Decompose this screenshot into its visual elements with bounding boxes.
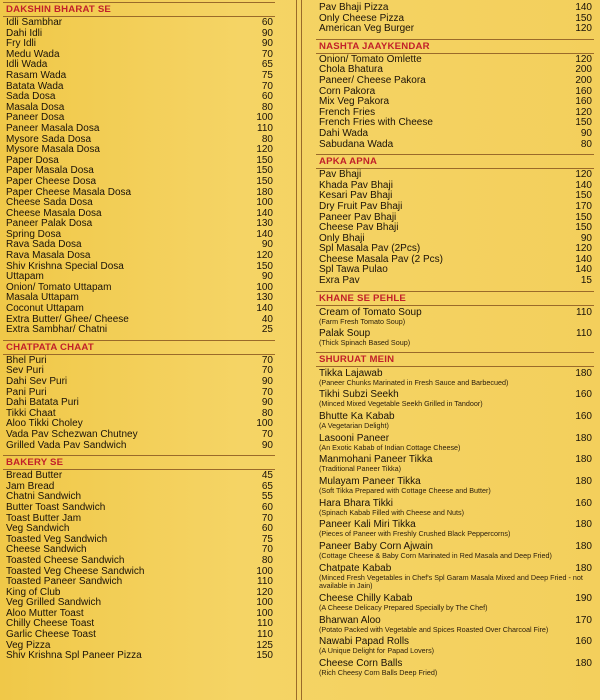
item-name: Toasted Veg Sandwich [6,533,108,545]
item-name: Hara Bhara Tikki [319,497,393,509]
item-price: 160 [575,410,592,422]
item-name: Paneer/ Cheese Pakora [319,74,426,86]
item-name: Toast Butter Jam [6,512,82,524]
item-description: (Farm Fresh Tomato Soup) [319,316,406,326]
menu-section-khane-se-pehle [316,291,594,348]
item-name: Paneer Dosa [6,112,65,124]
item-name: Masala Uttapam [6,292,79,304]
menu-section-dakshin-bharat-se [3,2,275,336]
item-price: 150 [575,12,592,24]
item-price: 160 [575,85,592,97]
item-price: 80 [580,138,592,150]
menu-item [3,124,275,135]
menu-item [3,377,275,388]
item-price: 90 [261,271,273,283]
menu-item-row [316,202,594,213]
menu-item [3,503,275,514]
menu-item-row [316,76,594,87]
item-price: 160 [575,96,592,108]
item-name: Pav Bhaji Pizza [319,2,389,13]
item-name: Jam Bread [6,480,55,492]
item-price: 170 [575,614,592,626]
item-name: Toasted Veg Cheese Sandwich [6,565,145,577]
menu-item-row [3,325,275,336]
item-price: 70 [261,428,273,440]
item-price: 70 [261,386,273,398]
item-price: 180 [575,541,592,553]
item-price: 120 [575,53,592,65]
item-name: Spring Dosa [6,228,62,240]
item-price: 190 [575,592,592,604]
item-name: Onion/ Tomato Omlette [319,53,422,65]
item-name: Chatni Sandwich [6,491,82,503]
item-name: Mysore Sada Dosa [6,133,92,145]
item-price: 70 [261,354,273,366]
item-price: 180 [575,432,592,444]
menu-item-row [316,615,594,626]
item-description: (Soft Tikka Prepared with Cottage Cheese and Butter) [319,486,491,496]
menu-item [3,430,275,441]
item-name: French Fries with Cheese [319,117,433,129]
item-description: (A Vegetarian Delight) [319,420,389,430]
item-price: 90 [261,239,273,251]
item-price: 100 [256,197,273,209]
item-price: 75 [261,69,273,81]
item-name: Tikki Chaat [6,407,56,419]
item-description: (Minced Mixed Vegetable Seekh Grilled in Tandoor) [319,399,483,409]
menu-item [3,29,275,40]
item-price: 120 [256,586,273,598]
section-title: APKA APNA [316,154,594,169]
item-name: Bharwan Aloo [319,614,381,626]
item-name: Sada Dosa [6,91,56,103]
item-description: (Pieces of Paneer with Freshly Crushed Black Peppercorns) [319,529,511,539]
menu-item-row [3,651,275,662]
item-price: 45 [261,470,273,482]
item-name: Spl Masala Pav (2Pcs) [319,243,421,255]
item-description: (An Exotic Kabab of Indian Cottage Cheese) [319,442,461,452]
item-name: Extra Butter/ Ghee/ Cheese [6,313,129,325]
item-price: 200 [575,74,592,86]
menu-item [316,140,594,151]
item-name: Mysore Masala Dosa [6,144,100,156]
item-name: Manmohani Paneer Tikka [319,454,433,466]
item-name: Aloo Tikki Choley [6,418,83,430]
item-name: Cheese Masala Dosa [6,207,102,219]
item-name: Masala Dosa [6,101,65,113]
menu-item-row [3,441,275,452]
item-price: 90 [580,232,592,244]
item-name: Paneer Kali Miri Tikka [319,519,416,531]
menu-item [316,389,594,408]
item-name: Lasooni Paneer [319,432,390,444]
item-price: 180 [256,186,273,198]
menu-item [3,651,275,662]
section-title: NASHTA JAAYKENDAR [316,39,594,54]
item-name: Pav Bhaji [319,169,362,181]
item-name: French Fries [319,106,376,118]
item-price: 80 [261,133,273,145]
item-price: 100 [256,597,273,609]
item-name: Batata Wada [6,80,64,92]
menu-item-row [316,3,594,14]
item-price: 125 [256,639,273,651]
item-price: 160 [575,497,592,509]
item-price: 40 [261,313,273,325]
item-price: 180 [575,367,592,379]
item-description: (Spinach Kabab Filled with Cheese and Nuts) [319,507,465,517]
item-name: American Veg Burger [319,23,415,35]
menu-item-row [3,262,275,273]
menu-item [316,411,594,430]
item-name: Coconut Uttapam [6,303,84,315]
menu-item [316,24,594,35]
item-price: 150 [575,222,592,234]
item-name: Paper Dosa [6,154,59,166]
menu-item [316,563,594,590]
item-name: Rava Masala Dosa [6,250,91,262]
item-price: 140 [256,207,273,219]
item-name: Bread Butter [6,470,63,482]
item-price: 100 [256,112,273,124]
item-name: Paneer Palak Dosa [6,218,93,230]
item-name: Sev Puri [6,365,44,377]
item-price: 90 [580,127,592,139]
item-name: Rasam Wada [6,69,67,81]
menu-item [3,71,275,82]
menu-item [316,3,594,14]
item-price: 150 [256,154,273,166]
item-name: Tikka Lajawab [319,367,383,379]
item-price: 120 [575,243,592,255]
section-title: SHURUAT MEIN [316,352,594,367]
item-name: Chatpate Kabab [319,562,392,574]
menu-item [316,328,594,347]
menu-section-bakery-se [3,455,275,662]
item-price: 90 [261,439,273,451]
item-description: (Rich Cheesy Corn Balls Deep Fried) [319,667,438,677]
menu-item [316,202,594,213]
item-description: (A Cheese Delicacy Prepared Specially by The Chef) [319,602,488,612]
item-description: (Minced Fresh Vegetables in Chef's Spl Garam Masala Mixed and Deep Fried - not available in Jain) [319,572,583,591]
item-name: Medu Wada [6,48,60,60]
item-name: Idli Wada [6,59,48,71]
section-title: CHATPATA CHAAT [3,340,275,355]
item-price: 100 [256,607,273,619]
item-name: Cream of Tomato Soup [319,306,422,318]
item-name: Cheese Chilly Kabab [319,592,413,604]
item-price: 100 [256,281,273,293]
item-price: 170 [575,200,592,212]
item-price: 90 [261,376,273,387]
item-price: 150 [575,190,592,202]
item-name: Sabudana Wada [319,138,394,150]
item-price: 100 [256,565,273,577]
item-price: 15 [580,275,592,287]
item-price: 150 [575,211,592,223]
menu-item-row [3,177,275,188]
item-name: Paper Masala Dosa [6,165,94,177]
item-name: Grilled Vada Pav Sandwich [6,439,127,451]
item-price: 70 [261,544,273,556]
item-price: 130 [256,292,273,304]
item-price: 160 [575,389,592,401]
menu-item [316,636,594,655]
menu-item [316,454,594,473]
item-name: Paper Cheese Masala Dosa [6,186,132,198]
menu-item [3,556,275,567]
menu-item [316,541,594,560]
item-price: 150 [256,175,273,187]
left-column [3,0,275,662]
item-name: Extra Sambhar/ Chatni [6,324,108,336]
item-name: Shiv Krishna Special Dosa [6,260,124,272]
item-name: Spl Tawa Pulao [319,264,388,276]
item-price: 110 [257,122,273,134]
item-price: 150 [256,650,273,662]
menu-item [3,441,275,452]
item-name: King of Club [6,586,61,598]
item-name: Only Cheese Pizza [319,12,405,24]
menu-section-continued [316,3,594,35]
item-price: 110 [257,576,273,588]
menu-item [3,177,275,188]
item-name: Khada Pav Bhaji [319,179,393,191]
item-price: 80 [261,554,273,566]
item-name: Uttapam [6,271,44,283]
item-price: 110 [257,618,273,630]
item-price: 140 [575,253,592,265]
item-description: (Paneer Chunks Marinated in Fresh Sauce and Barbecued) [319,377,509,387]
menu-item-row [3,377,275,388]
item-name: Veg Sandwich [6,523,70,535]
item-price: 200 [575,64,592,76]
menu-item [316,476,594,495]
menu-item [3,262,275,273]
item-name: Butter Toast Sandwich [6,501,106,513]
item-name: Exra Pav [319,275,360,287]
menu-item-row [3,356,275,367]
menu-item [316,307,594,326]
item-price: 70 [261,80,273,92]
section-title: BAKERY SE [3,455,275,470]
item-name: Shiv Krishna Spl Paneer Pizza [6,650,142,662]
menu-item [316,498,594,517]
item-description: (Traditional Paneer Tikka) [319,464,402,474]
item-name: Dahi Idli [6,27,43,39]
item-name: Nawabi Papad Rolls [319,636,410,648]
item-price: 120 [575,106,592,118]
item-price: 25 [261,324,273,336]
item-name: Paneer Masala Dosa [6,122,100,134]
item-name: Dahi Wada [319,127,369,139]
item-name: Garlic Cheese Toast [6,629,96,641]
menu-item-row [316,140,594,151]
item-price: 130 [256,218,273,230]
menu-item [316,368,594,387]
item-name: Paper Cheese Dosa [6,175,97,187]
item-price: 65 [261,59,273,71]
item-name: Toasted Cheese Sandwich [6,554,125,566]
item-price: 120 [256,144,273,156]
menu-item [316,276,594,287]
menu-item-row [316,129,594,140]
item-price: 180 [575,562,592,574]
item-price: 90 [261,38,273,50]
menu-item-row [3,71,275,82]
item-description: (Potato Packed with Vegetable and Spices Roasted Over Charcoal Fire) [319,624,549,634]
item-price: 70 [261,512,273,524]
item-price: 120 [256,250,273,262]
item-name: Dry Fruit Pav Bhaji [319,200,403,212]
menu-section-apka-apna [316,154,594,287]
item-price: 75 [261,533,273,545]
item-description: (Thick Spinach Based Soup) [319,338,411,348]
item-name: Toasted Paneer Sandwich [6,576,123,588]
item-price: 140 [575,264,592,276]
item-price: 180 [575,454,592,466]
right-column [316,0,594,680]
item-name: Idli Sambhar [6,17,63,28]
item-name: Cheese Corn Balls [319,657,403,669]
item-name: Paneer Baby Corn Ajwain [319,541,433,553]
menu-item-row [3,18,275,29]
item-price: 80 [261,101,273,113]
menu-item-row [3,430,275,441]
item-price: 110 [257,629,273,641]
item-price: 90 [261,27,273,39]
item-price: 120 [575,23,592,35]
column-divider [296,0,302,700]
menu-item-row [3,124,275,135]
item-name: Corn Pakora [319,85,376,97]
menu-item-row [316,276,594,287]
menu-item [3,18,275,29]
item-name: Bhutte Ka Kabab [319,410,395,422]
item-name: Kesari Pav Bhaji [319,190,393,202]
menu-section-nashta-jaaykendar [316,39,594,150]
menu-item [316,433,594,452]
menu-item [316,129,594,140]
item-price: 110 [576,306,592,318]
item-price: 150 [256,260,273,272]
item-price: 180 [575,476,592,488]
item-price: 65 [261,480,273,492]
item-price: 60 [261,17,273,28]
menu-item [3,356,275,367]
item-price: 160 [575,636,592,648]
item-price: 60 [261,501,273,513]
item-price: 180 [575,657,592,669]
item-name: Only Bhaji [319,232,365,244]
item-name: Rava Sada Dosa [6,239,82,251]
item-name: Mulayam Paneer Tikka [319,476,421,488]
item-name: Fry Idli [6,38,36,50]
menu-item [3,325,275,336]
item-name: Paneer Pav Bhaji [319,211,397,223]
item-name: Onion/ Tomato Uttapam [6,281,112,293]
item-price: 70 [261,365,273,377]
item-price: 140 [575,2,592,13]
item-name: Cheese Masala Pav (2 Pcs) [319,253,443,265]
menu-item [316,76,594,87]
item-price: 60 [261,91,273,103]
menu-item-row [316,307,594,318]
item-name: Veg Grilled Sandwich [6,597,102,609]
menu-item-row [316,368,594,379]
item-price: 55 [261,491,273,503]
item-price: 150 [256,165,273,177]
item-price: 110 [576,328,592,340]
menu-item [316,658,594,677]
item-price: 100 [256,418,273,430]
menu-section-chatpata-chaat [3,340,275,451]
item-price: 80 [261,407,273,419]
item-price: 140 [575,179,592,191]
item-name: Cheese Pav Bhaji [319,222,399,234]
item-price: 180 [575,519,592,531]
item-name: Cheese Sada Dosa [6,197,93,209]
menu-item-row [316,24,594,35]
item-name: Dahi Sev Puri [6,376,68,387]
item-name: Palak Soup [319,328,371,340]
menu-item-row [3,556,275,567]
item-price: 150 [575,117,592,129]
menu-item [316,615,594,634]
item-name: Pani Puri [6,386,47,398]
item-price: 140 [256,228,273,240]
section-title: DAKSHIN BHARAT SE [3,2,275,17]
menu-item [316,593,594,612]
item-description: (Cottage Cheese & Baby Corn Marinated in Red Masala and Deep Fried) [319,551,552,561]
menu-item-row [3,503,275,514]
menu-item-row [3,29,275,40]
section-title: KHANE SE PEHLE [316,291,594,306]
menu-item [316,519,594,538]
menu-section-shuruat-mein [316,352,594,678]
item-name: Mix Veg Pakora [319,96,390,108]
item-name: Dahi Batata Puri [6,397,79,409]
item-name: Chola Bhatura [319,64,383,76]
item-price: 140 [256,303,273,315]
item-name: Cheese Sandwich [6,544,87,556]
item-price: 60 [261,523,273,535]
item-description: (A Unique Delight for Papad Lovers) [319,646,435,656]
item-price: 90 [261,397,273,409]
item-name: Vada Pav Schezwan Chutney [6,428,138,440]
item-name: Aloo Mutter Toast [6,607,84,619]
item-name: Bhel Puri [6,354,47,366]
item-name: Veg Pizza [6,639,51,651]
item-name: Tikhi Subzi Seekh [319,389,399,401]
item-price: 120 [575,169,592,181]
item-price: 70 [261,48,273,60]
item-name: Chilly Cheese Toast [6,618,95,630]
